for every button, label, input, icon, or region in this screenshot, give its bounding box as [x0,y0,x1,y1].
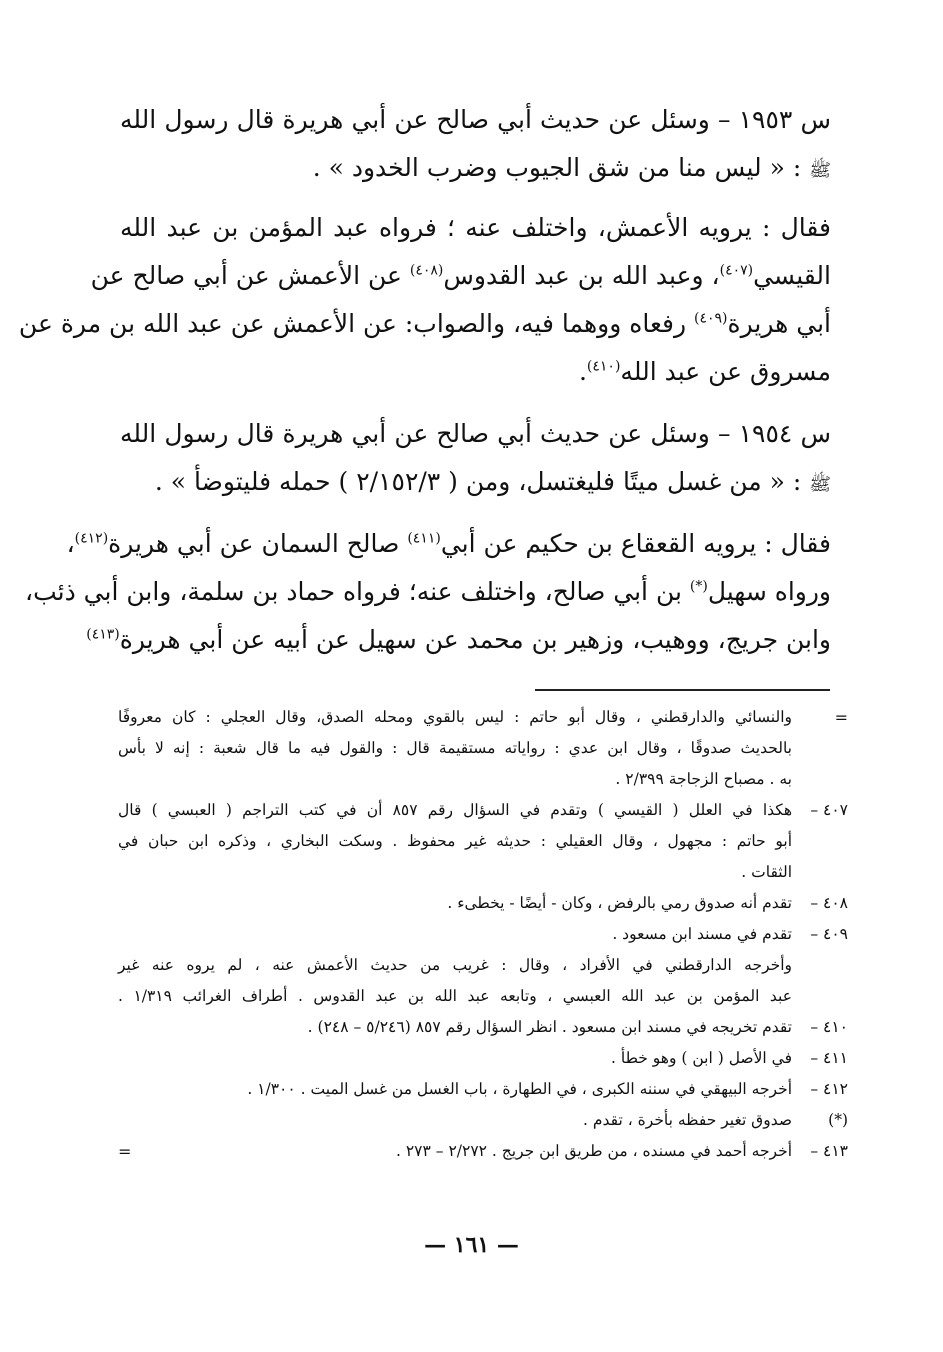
footnote-ref-413: (٤١٣) [86,626,120,643]
answer-1954-line-1: فقال : يرويه القعقاع بن حكيم عن أبي$^{(٤١١)}$ صالح السمان عن أبي هريرة$^{(٤١٢)}$، [66,529,831,558]
footnote-number: ٤٠٩ – [810,925,848,943]
answer-1954-line-2: ورواه سهيل(*) بن أبي صالح، واختلف عنه؛ فرواه حماد بن سلمة، وابن أبي ذئب، [25,577,831,606]
footnote-ref-410: (٤١٠) [586,358,621,375]
footnote-410: ٤١٠ – تقدم تخريجه في مسند ابن مسعود . انظر السؤال رقم ٨٥٧ (٥/٢٤٦ – ٢٤٨) . [118,1012,848,1043]
footnote-ref-407: (٤٠٧) [719,262,754,279]
footnote-number: ٤١٠ – [810,1018,848,1036]
footnote-number: ٤٠٧ – [810,801,848,819]
footnote-ref-409: (٤٠٩) [693,310,728,327]
footnote-number: (*) [828,1111,848,1129]
question-1953-line-2: ﷺ : « ليس منا من شق الجيوب وضرب الخدود » . [312,153,831,182]
answer-1953-line-1: فقال : يرويه الأعمش، واختلف عنه ؛ فرواه عبد المؤمن بن عبد الله [120,213,831,242]
footnote-409: ٤٠٩ – تقدم في مسند ابن مسعود . [118,919,848,950]
answer-1953-line-3: أبي هريرة$^{(٤٠٩)}$ رفعاه ووهما فيه، والصواب: عن الأعمش عن عبد الله بن مرة عن [18,309,831,338]
footnote-407: ٤٠٧ – هكذا في العلل ( القيسي ) وتقدم في السؤال رقم ٨٥٧ أن في كتب التراجم ( العبسي ) قال [118,795,848,826]
question-1954-line-1: س ١٩٥٤ – وسئل عن حديث أبي صالح عن أبي هريرة قال رسول الله [120,419,831,448]
salla-glyph: ﷺ [809,160,831,181]
footnote-ref-411: (٤١١) [407,530,441,547]
question-1953-line-1: س ١٩٥٣ – وسئل عن حديث أبي صالح عن أبي هريرة قال رسول الله [120,105,831,134]
footnote-408: ٤٠٨ – تقدم أنه صدوق رمي بالرفض ، وكان - أيضًا - يخطىء . [118,888,848,919]
footnote-number: ٤٠٨ – [810,894,848,912]
footnote-number: ٤١٢ – [810,1080,848,1098]
footnote-star: (*) صدوق تغير حفظه بأخرة ، تقدم . [118,1105,848,1136]
answer-1953-line-2: القيسي$^{(٤٠٧)}$، وعبد الله بن عبد القدوس$^{(٤٠٨)}$ عن الأعمش عن أبي صالح عن [90,261,831,290]
footnote-ref-408: (٤٠٨) [409,262,444,279]
footnotes: = والنسائي والدارقطني ، وقال أبو حاتم : ليس بالقوي ومحله الصدق، وقال العجلي : كان معروفًا بالحديث صدوقًا ، وقال ابن عدي : رواياته مستقيمة قال : والقول فيه ما قال شعبة : إنه لا بأس به . مصباح الزجاجة ٢/٣٩٩ . ٤٠٧ – هكذا في العلل ( القيسي ) وتقدم في السؤال رقم ٨٥٧ أن في كتب التراجم ( العبسي ) قال أبو حاتم : مجهول ، وقال العقيلي : حديثه غير محفوظ . وسكت البخاري ، وذكره ابن حبان في الثقات . ٤٠٨ – تقدم أنه صدوق رمي بالرفض ، وكان - أيضًا - يخطىء . ٤٠٩ – تقدم في مسند ابن مسعود . وأخرجه الدارقطني في الأفراد ، وقال : غريب من حديث الأعمش عنه ، لم يروه عنه غير عبد المؤمن بن عبد الله العبسي ، وتابعه عبد الله بن عبد القدوس . أطراف الغرائب ١/٣١٩ . ٤١٠ – تقدم تخريجه في مسند ابن مسعود . انظر السؤال رقم ٨٥٧ (٥/٢٤٦ – ٢٤٨) . ٤١١ – في الأصل ( ابن ) وهو خطأ . ٤١٢ – أخرجه البيهقي في سننه الكبرى ، في الطهارة ، باب الغسل من غسل الميت . ١/٣٠٠ . (*) صدوق تغير حفظه بأخرة ، تقدم . ٤١٣ – أخرجه أحمد في مسنده ، من طريق ابن جريج . ٢/٢٧٢ – ٢٧٣ . = [118,702,848,1167]
page-number: — ١٦١ — [424,1232,519,1258]
continuation-mark: = [118,1142,132,1161]
footnote-number: ٤١١ – [810,1049,848,1067]
salla-glyph: ﷺ [809,474,831,495]
question-1954 [120,410,831,506]
continuation-mark: = [834,708,848,727]
question-1953 [120,96,831,192]
footnote-412: ٤١٢ – أخرجه البيهقي في سننه الكبرى ، في الطهارة ، باب الغسل من غسل الميت . ١/٣٠٠ . [118,1074,848,1105]
footnote-ref-star: (*) [689,578,708,595]
footnote-continuation: = والنسائي والدارقطني ، وقال أبو حاتم : ليس بالقوي ومحله الصدق، وقال العجلي : كان معروفًا [118,702,848,733]
footnote-413: ٤١٣ – أخرجه أحمد في مسنده ، من طريق ابن جريج . ٢/٢٧٢ – ٢٧٣ . = [118,1136,848,1167]
question-1954-line-2: ﷺ : « من غسل ميتًا فليغتسل، ومن ( ٢/١٥٢/٣ ) حمله فليتوضأ » . [154,467,831,496]
footnote-number: ٤١٣ – [810,1142,848,1160]
answer-1954 [25,520,831,664]
answer-1953-line-4: مسروق عن عبد الله$^{(٤١٠)}$. [578,357,831,386]
footnote-411: ٤١١ – في الأصل ( ابن ) وهو خطأ . [118,1043,848,1074]
answer-1953 [18,204,831,396]
footnote-separator [535,689,830,691]
footnote-ref-412: (٤١٢) [74,530,109,547]
answer-1954-line-3: وابن جريج، ووهيب، وزهير بن محمد عن سهيل عن أبيه عن أبي هريرة$^{(٤١٣)}$ [86,625,831,654]
